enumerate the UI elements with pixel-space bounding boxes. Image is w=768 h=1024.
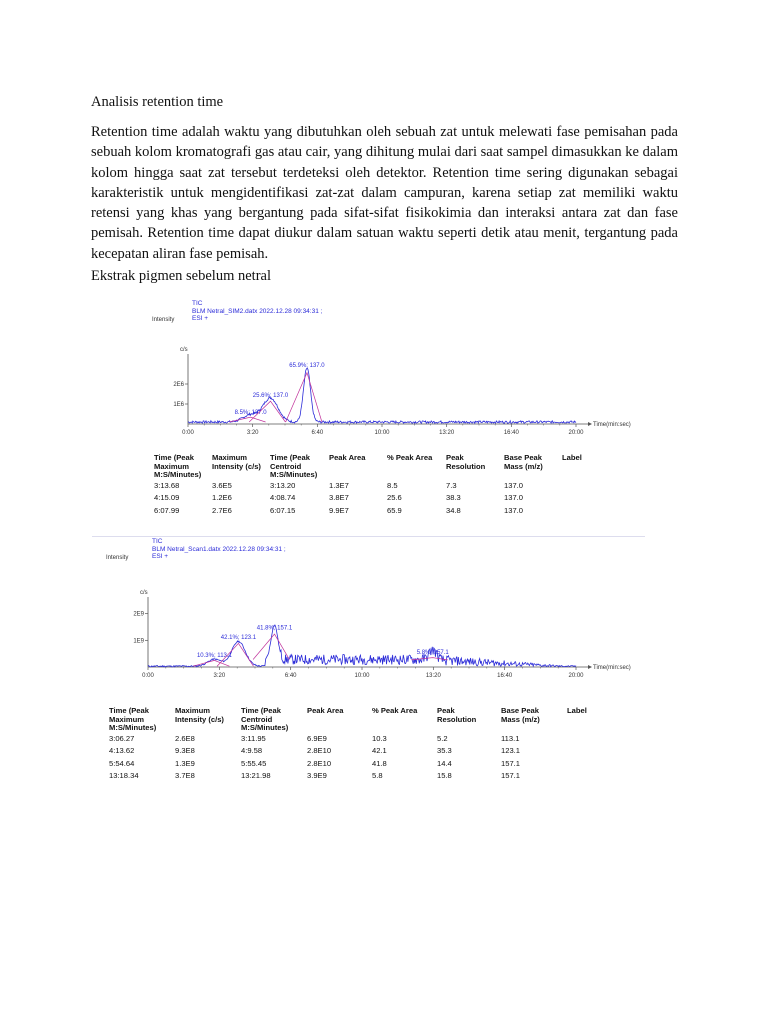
peak-table-header-4	[387, 454, 446, 480]
x-axis-title: Time(min:sec)	[593, 665, 631, 671]
peak-table-cell	[567, 758, 597, 771]
peak-table-header-text: Time (Peak	[154, 453, 194, 462]
y-axis-unit: c/s	[180, 347, 188, 353]
x-tick-label: 16:40	[497, 673, 513, 679]
peak-table-header-1	[212, 454, 270, 480]
x-axis-arrow	[588, 665, 592, 669]
peak-table-header-text: M:S/Minutes)	[154, 470, 202, 479]
x-tick-label: 0:00	[182, 430, 194, 436]
peak-table-cell: 6.9E9	[307, 733, 327, 743]
peak-table-header-5	[437, 707, 501, 733]
peak-table-cell: 4:08.74	[270, 493, 296, 503]
peak-table-cell	[562, 480, 592, 493]
peak-table-cell: 15.8	[437, 771, 452, 781]
chromatogram-chart-2	[92, 537, 645, 687]
x-tick-label: 13:20	[425, 673, 441, 679]
peak-table-cell: 137.0	[504, 480, 524, 490]
chart-header-mode: ESI +	[152, 553, 169, 560]
y-axis-title: Intensity	[152, 317, 175, 323]
peak-table-header-text: M:S/Minutes)	[270, 470, 318, 479]
peak-table-row	[109, 770, 597, 783]
peak-table-cell: 3:13.20	[270, 480, 296, 490]
peak-table-header-text: Intensity (c/s)	[212, 461, 261, 471]
peak-table-cell: 137.0	[504, 493, 524, 503]
chromatogram-figure-scan	[92, 536, 645, 801]
chromatogram-figure-sim	[92, 296, 645, 524]
peak-table-header-text: Label	[562, 453, 582, 462]
peak-label: 5.8%; 157.1	[416, 650, 449, 657]
peak-table-cell: 2.8E10	[307, 758, 332, 768]
x-tick-label: 6:40	[284, 673, 297, 679]
peak-integration-line	[253, 634, 289, 659]
chart-header-mode: ESI +	[192, 315, 209, 322]
peak-table-cell: 3.9E9	[307, 771, 327, 781]
peak-table-header-text: % Peak Area	[372, 706, 418, 715]
peak-table-header-7	[567, 707, 597, 733]
x-tick-label: 20:00	[568, 430, 584, 436]
peak-table-cell: 2.7E6	[212, 505, 232, 515]
peak-table-2	[109, 707, 597, 783]
peak-table-cell: 2.8E10	[307, 746, 332, 756]
peak-table-cell	[567, 770, 597, 783]
peak-table-header-text: Peak Area	[329, 453, 366, 462]
x-tick-label: 16:40	[503, 430, 519, 436]
peak-table-cell: 25.6	[387, 493, 402, 503]
y-tick-label: 1E6	[173, 402, 184, 408]
peak-table-header-text: Centroid	[270, 461, 302, 471]
peak-table-cell: 10.3	[372, 733, 387, 743]
peak-table-cell: 34.8	[446, 505, 461, 515]
peak-table-cell: 5:54.64	[109, 758, 135, 768]
peak-table-row	[154, 492, 592, 505]
peak-label: 10.3%; 113.1	[196, 653, 232, 660]
peak-table-header-6	[501, 707, 567, 733]
peak-table-cell: 41.8	[372, 758, 387, 768]
peak-table-cell: 137.0	[504, 505, 524, 515]
chart-header-file: BLM Netral_SIM2.datx 2022.12.28 09:34:31 ;	[192, 307, 323, 315]
peak-table-cell: 9.3E8	[175, 746, 195, 756]
peak-table-cell: 157.1	[501, 771, 521, 781]
peak-table-cell: 4:9.58	[241, 746, 263, 756]
peak-table-cell: 9.9E7	[329, 505, 349, 515]
peak-label: 25.6%; 137.0	[252, 393, 289, 399]
retention-time-paragraph: Retention time adalah waktu yang dibutuhkan oleh sebuah zat untuk melewati fase pemisahan pada sebuah kolom kromatografi gas atau cair, yang dihitung mulai dari saat sampel dimasukkan ke dalam kolom hingga saat zat tersebut terdeteksi oleh detektor. Retention time sering digunakan sebagai karakteristik untuk mengidentifikasi zat-zat dalam campuran, karena setiap zat memiliki waktu retensi yang khas yang bergantung pada sifat-sifat fisikokimia dan interaksi antara zat dan fase pemisah. Retention time dapat diukur dalam satuan waktu seperti detik atau menit, tergantung pada kecepatan aliran fase pemisah.	[91, 124, 678, 262]
peak-table-cell: 123.1	[501, 746, 521, 756]
peak-table-cell: 13:21.98	[241, 771, 271, 781]
peak-table-header-text: Label	[567, 706, 587, 715]
peak-table-row	[109, 745, 597, 758]
peak-table-header-text: Maximum	[212, 453, 248, 462]
peak-table-cell: 3:06.27	[109, 733, 135, 743]
peak-table-cell: 3:11.95	[241, 733, 266, 743]
y-axis-unit: c/s	[140, 590, 148, 596]
peak-table-cell: 3.6E5	[212, 480, 232, 490]
peak-table-header-text: M:S/Minutes)	[109, 723, 157, 732]
peak-table-cell: 5:55.45	[241, 758, 267, 768]
peak-table-cell: 6:07.99	[154, 505, 180, 515]
peak-label: 8.5%; 137.0	[234, 409, 267, 416]
x-axis-arrow	[588, 422, 592, 426]
peak-table-header-3	[329, 454, 387, 480]
peak-table-header-2	[241, 707, 307, 733]
peak-table-header-text: Maximum	[109, 714, 145, 724]
peak-table-cell: 5.2	[437, 733, 448, 743]
peak-table-cell	[562, 505, 592, 518]
y-tick-label: 2E9	[133, 611, 144, 618]
peak-table-header-text: Time (Peak	[270, 453, 310, 462]
y-axis-title: Intensity	[106, 555, 129, 561]
peak-table-header-text: Peak	[437, 706, 455, 715]
peak-table-cell: 14.4	[437, 758, 452, 768]
peak-table-header-text: Time (Peak	[241, 706, 281, 715]
peak-label: 42.1%; 123.1	[220, 635, 257, 642]
peak-table-row	[109, 758, 597, 771]
y-tick-label: 2E6	[173, 382, 184, 388]
section-heading-retention-time: Analisis retention time	[91, 94, 224, 110]
peak-table-cell: 65.9	[387, 505, 402, 515]
peak-table-cell: 1.2E6	[212, 493, 232, 503]
x-tick-label: 10:00	[354, 673, 370, 679]
peak-table-cell: 8.5	[387, 480, 398, 490]
x-axis-title: Time(min:sec)	[593, 422, 631, 428]
peak-table-header-5	[446, 454, 504, 480]
peak-table-header-text: Maximum	[175, 706, 211, 715]
peak-table-cell: 157.1	[501, 758, 521, 768]
peak-table-header-text: Base Peak	[504, 453, 542, 462]
peak-table-cell	[562, 492, 592, 505]
peak-table-cell: 113.1	[501, 733, 520, 743]
peak-table-header-text: Mass (m/z)	[501, 714, 540, 724]
peak-table-cell	[567, 745, 597, 758]
peak-table-header-text: Time (Peak	[109, 706, 149, 715]
peak-table-header-3	[307, 707, 372, 733]
peak-table-header-text: Base Peak	[501, 706, 539, 715]
x-tick-label: 6:40	[311, 430, 324, 436]
peak-table-cell: 3.7E8	[175, 771, 195, 781]
peak-table-header-1	[175, 707, 241, 733]
peak-table-header-row	[109, 707, 597, 733]
chart-header-file: BLM Netral_Scan1.datx 2022.12.28 09:34:31 ;	[152, 545, 286, 553]
peak-table-header-2	[270, 454, 329, 480]
peak-table-row	[154, 480, 592, 493]
peak-table-cell: 4:13.62	[109, 746, 135, 756]
peak-table-cell: 7.3	[446, 480, 457, 490]
chart-header-tic: TIC	[192, 300, 203, 307]
peak-table-header-6	[504, 454, 562, 480]
section-heading-pigment-extract: Ekstrak pigmen sebelum netral	[91, 268, 271, 284]
peak-table-header-text: M:S/Minutes)	[241, 723, 289, 732]
peak-label: 41.8%; 157.1	[256, 625, 293, 632]
peak-table-row	[109, 733, 597, 746]
peak-table-cell: 4:15.09	[154, 493, 180, 503]
peak-table-cell: 42.1	[372, 746, 387, 756]
peak-table-header-0	[109, 707, 175, 733]
peak-table-cell: 3:13.68	[154, 480, 180, 490]
peak-table-header-row	[154, 454, 592, 480]
y-tick-label: 1E9	[133, 638, 144, 645]
x-tick-label: 20:00	[568, 673, 584, 679]
peak-table-header-0	[154, 454, 212, 480]
x-tick-label: 10:00	[374, 430, 390, 436]
chart-header-tic: TIC	[152, 538, 163, 545]
peak-table-cell: 3.8E7	[329, 493, 349, 503]
peak-table-header-text: Peak	[446, 453, 464, 462]
peak-table-cell: 1.3E7	[329, 480, 349, 490]
tic-trace	[148, 625, 576, 667]
peak-table-cell: 5.8	[372, 771, 383, 781]
peak-table-header-text: Resolution	[437, 714, 477, 724]
chromatogram-chart-1	[92, 296, 645, 442]
peak-table-1	[154, 454, 592, 517]
x-tick-label: 3:20	[246, 430, 259, 436]
peak-table-row	[154, 505, 592, 518]
x-tick-label: 3:20	[213, 673, 226, 679]
x-tick-label: 0:00	[142, 673, 154, 679]
peak-table-header-text: Centroid	[241, 714, 273, 724]
peak-table-cell: 13:18.34	[109, 771, 139, 781]
peak-table-cell: 6:07.15	[270, 505, 296, 515]
peak-table-header-4	[372, 707, 437, 733]
peak-integration-line	[286, 373, 322, 422]
peak-table-cell: 38.3	[446, 493, 461, 503]
peak-table-header-text: % Peak Area	[387, 453, 433, 462]
peak-table-cell: 35.3	[437, 746, 452, 756]
x-tick-label: 13:20	[439, 430, 455, 436]
peak-table-header-text: Maximum	[154, 461, 190, 471]
peak-label: 65.9%; 137.0	[289, 363, 325, 369]
peak-table-header-7	[562, 454, 592, 480]
peak-table-header-text: Peak Area	[307, 706, 344, 715]
peak-table-header-text: Mass (m/z)	[504, 461, 543, 471]
peak-table-cell	[567, 733, 597, 746]
peak-table-cell: 1.3E9	[175, 758, 195, 768]
peak-table-cell: 2.6E8	[175, 733, 195, 743]
peak-table-header-text: Intensity (c/s)	[175, 714, 224, 724]
peak-table-header-text: Resolution	[446, 461, 486, 471]
